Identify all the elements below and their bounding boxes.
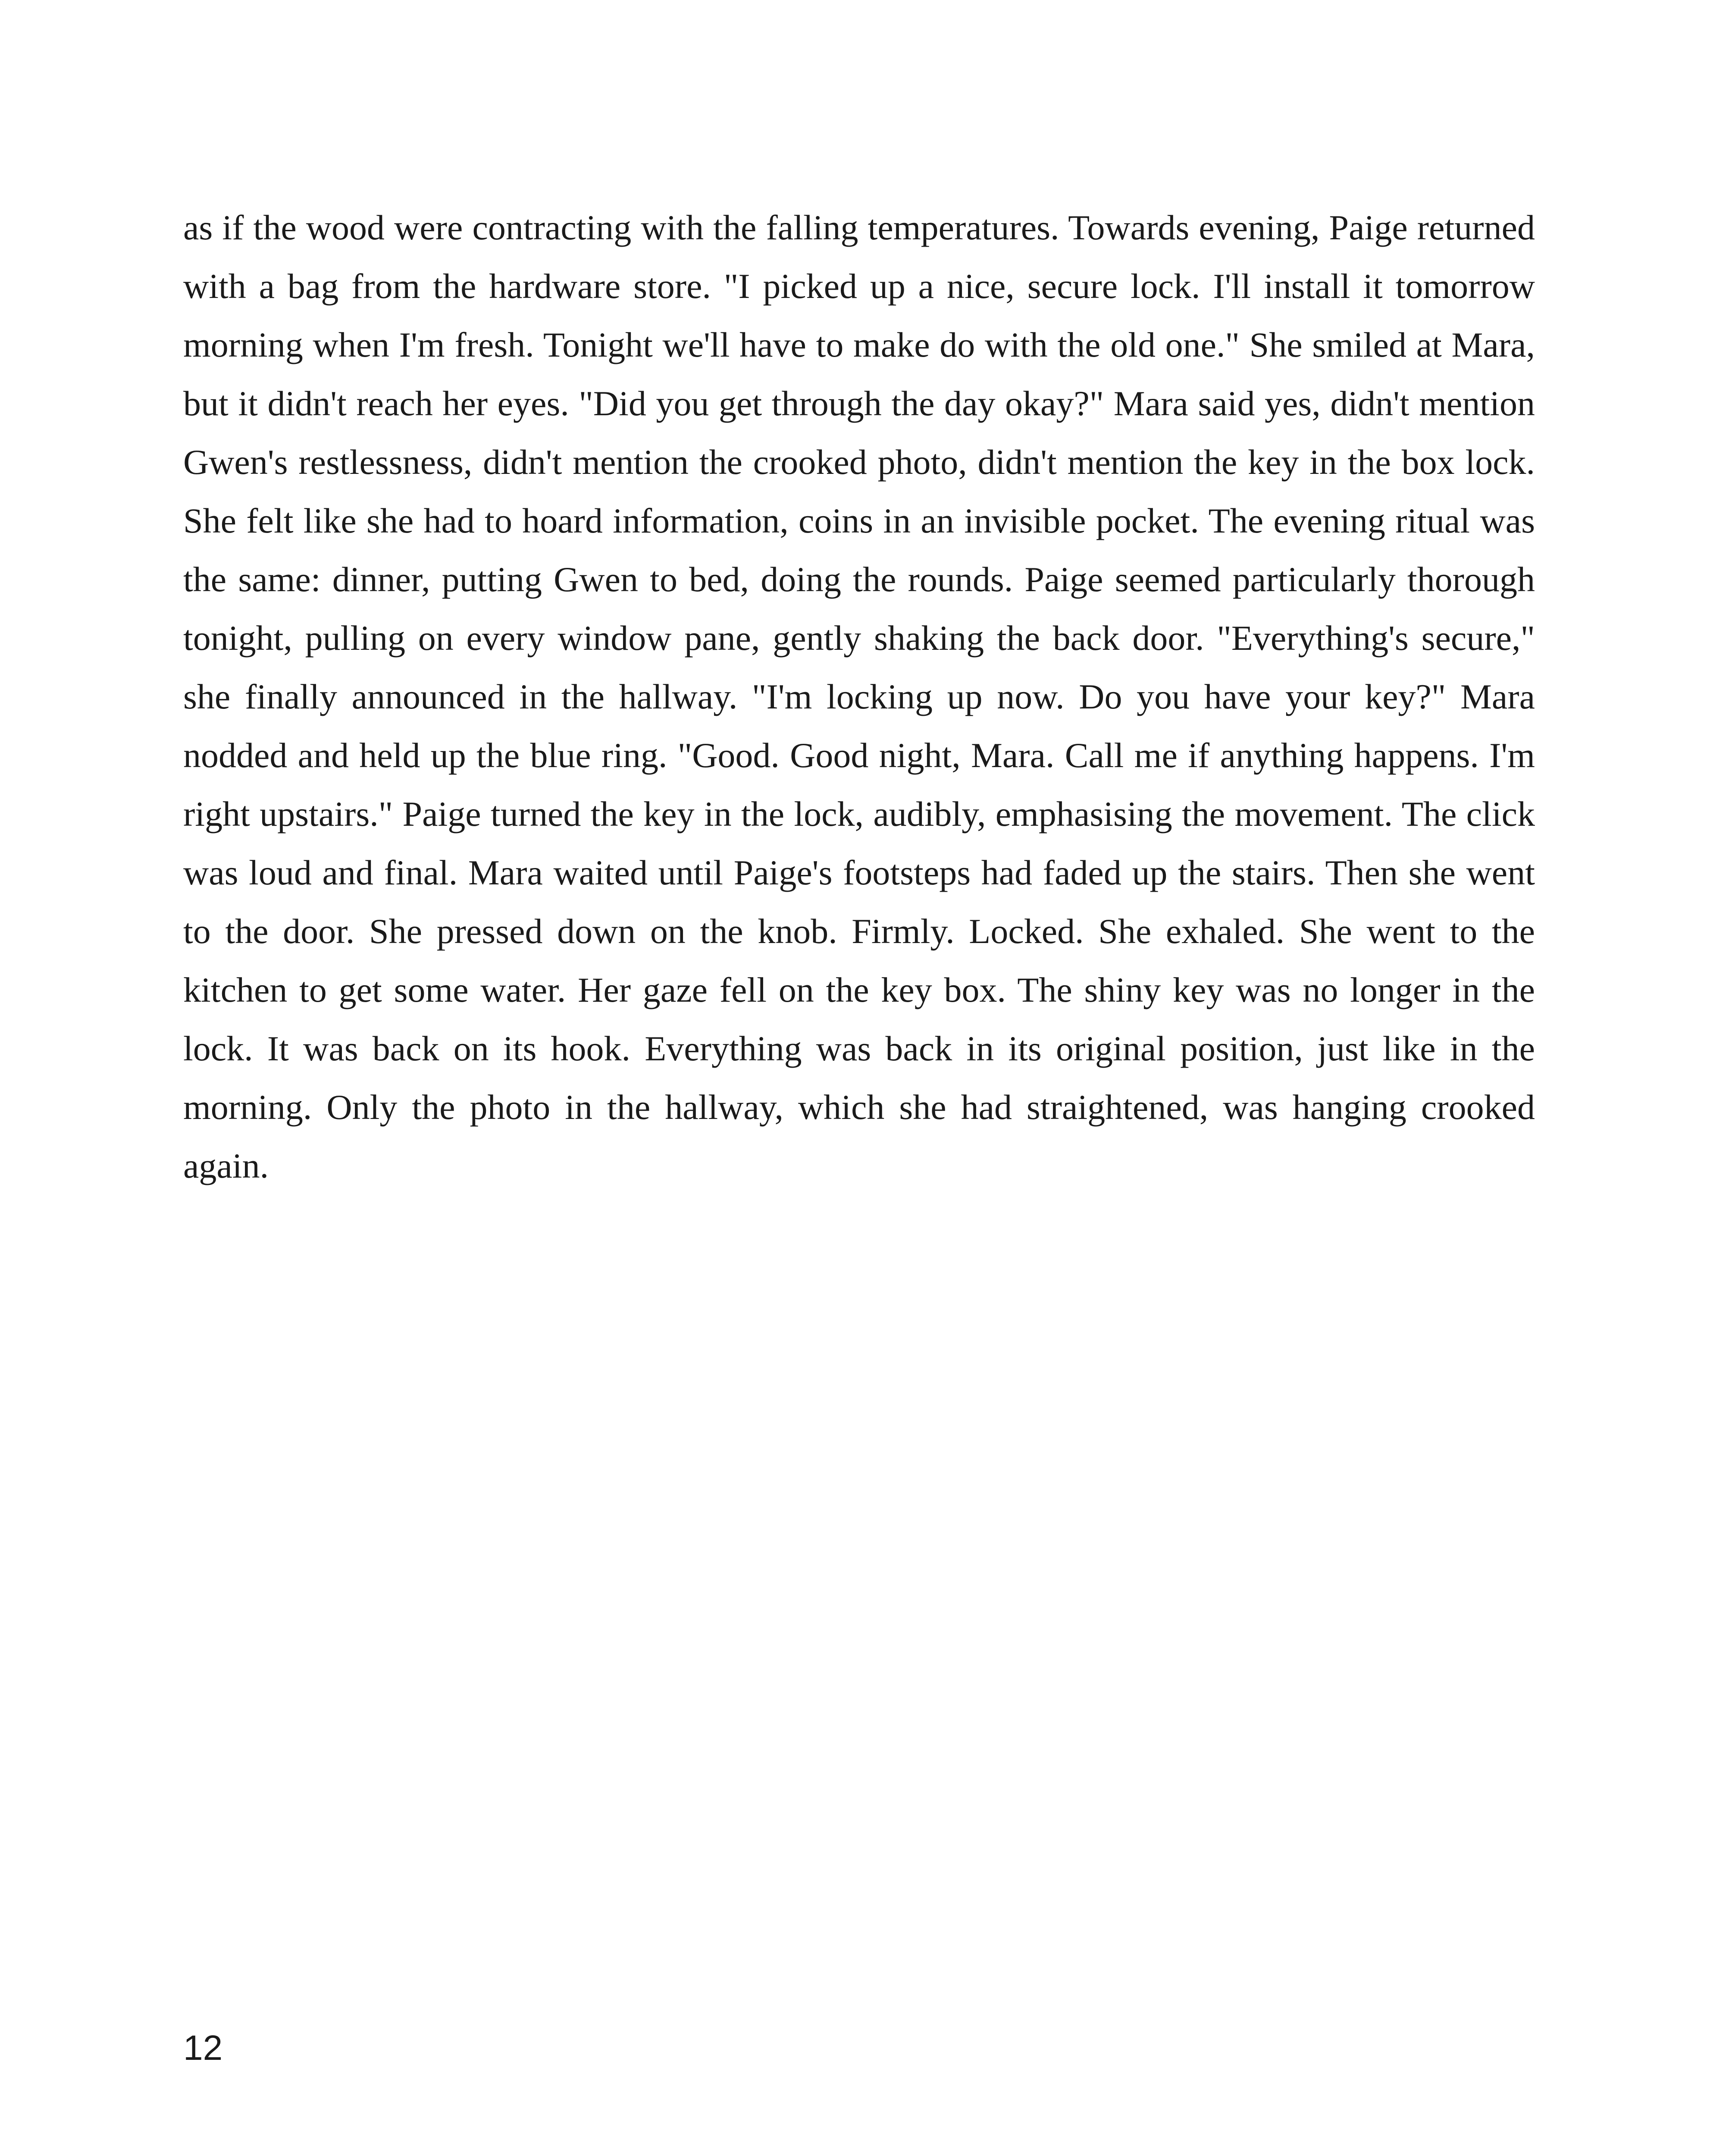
body-paragraph: as if the wood were contracting with the falling temperatures. Towards evening, Paige returned with a bag from the hardware store. "I picked up a nice, secure lock. I'll install it tomorrow morning when I'm fresh. Tonight we'll have to make do with the old one." She smiled at Mara, but it didn't reach her eyes. "Did you get through the day okay?" Mara said yes, didn't mention Gwen's restlessness, didn't mention the crooked photo, didn't mention the key in the box lock. She felt like she had to hoard information, coins in an invisible pocket. The evening ritual was the same: dinner, putting Gwen to bed, doing the rounds. Paige seemed particularly thorough tonight, pulling on every window pane, gently shaking the back door. "Everything's secure," she finally announced in the hallway. "I'm locking up now. Do you have your key?" Mara nodded and held up the blue ring. "Good. Good night, Mara. Call me if anything happens. I'm right upstairs." Paige turned the key in the lock, audibly, emphasising the movement. The click was loud and final. Mara waited until Paige's footsteps had faded up the stairs. Then she went to the door. She pressed down on the knob. Firmly. Locked. She exhaled. She went to the kitchen to get some water. Her gaze fell on the key box. The shiny key was no longer in the lock. It was back on its hook. Everything was back in its original position, just like in the morning. Only the photo in the hallway, which she had straightened, was hanging crooked again. — [183, 208, 1535, 1185]
page-number: 12 — [183, 2028, 223, 2068]
